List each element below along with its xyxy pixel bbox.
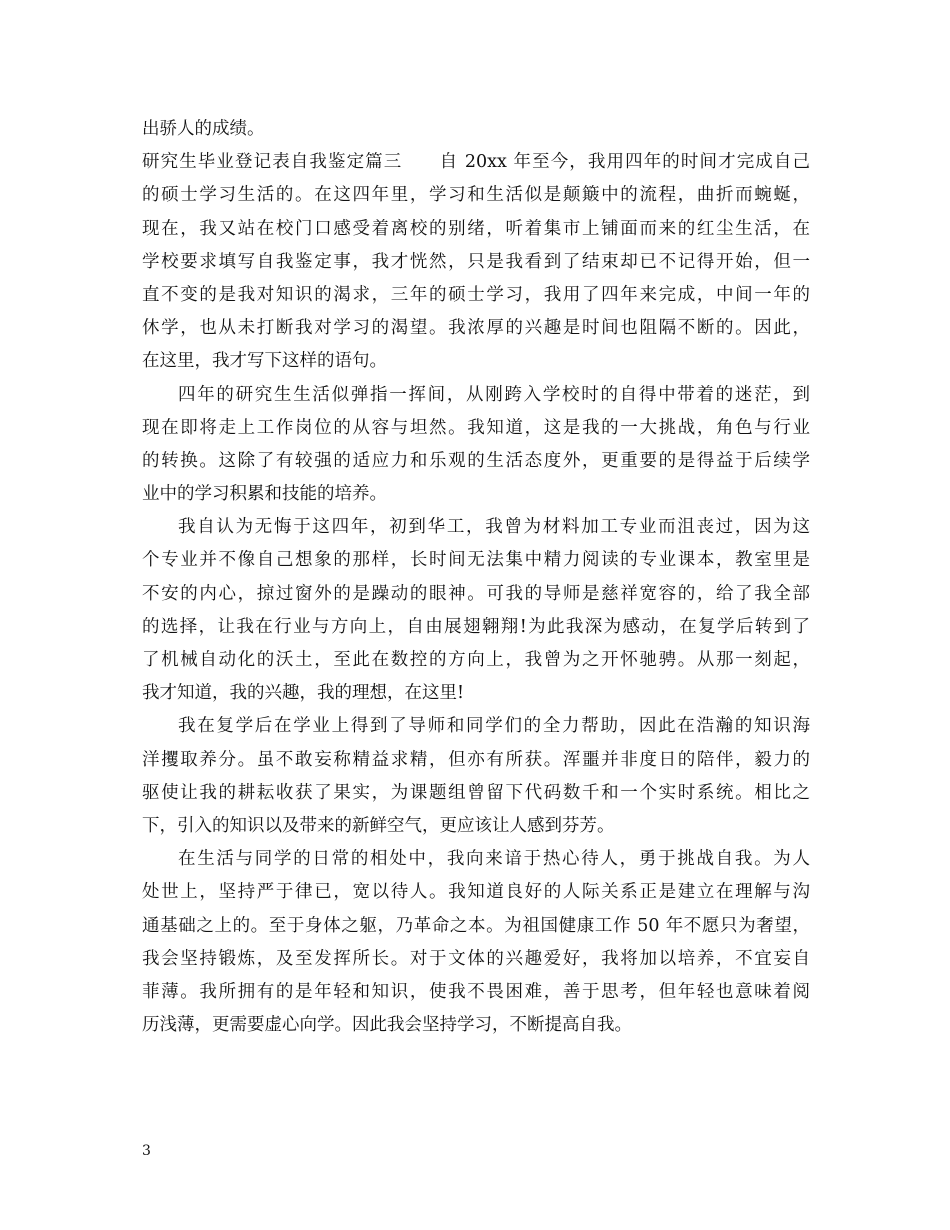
body-text [142, 113, 810, 1042]
text-line: 直不变的是我对知识的渴求，三年的硕士学习，我用了四年来完成，中间一年的 [142, 284, 810, 305]
text-line: 下，引入的知识以及带来的新鲜空气，更应该让人感到芬芳。 [142, 815, 615, 836]
text-line: 出骄人的成绩。 [142, 119, 265, 139]
text-line: 在生活与同学的日常的相处中，我向来谙于热心待人，勇于挑战自我。为人 [178, 849, 810, 870]
text-line: 菲薄。我所拥有的是年轻和知识，使我不畏困难，善于思考，但年轻也意味着阅 [142, 981, 810, 1002]
text-line: 的选择，让我在行业与方向上，自由展翅翱翔!为此我深为感动，在复学后转到了 [142, 616, 810, 637]
page-number: 3 [142, 1143, 151, 1159]
text-line: 个专业并不像自己想象的那样，长时间无法集中精力阅读的专业课本，教室里是 [142, 550, 810, 571]
text-line: 通基础之上的。至于身体之躯，乃革命之本。为祖国健康工作 50 年不愿只为奢望， [142, 915, 810, 936]
text-line: 洋攫取养分。虽不敢妄称精益求精，但亦有所获。浑噩并非度日的陪伴，毅力的 [142, 749, 810, 770]
text-line: 了机械自动化的沃土，至此在数控的方向上，我曾为之开怀驰骋。从那一刻起， [142, 650, 810, 670]
text-line: 现在，我又站在校门口感受着离校的别绪，听着集市上铺面而来的红尘生活，在 [142, 218, 810, 239]
text-line: 的硕士学习生活的。在这四年里，学习和生活似是颠簸中的流程，曲折而蜿蜒， [142, 185, 810, 206]
text-line: 我在复学后在学业上得到了导师和同学们的全力帮助，因此在浩瀚的知识海 [178, 716, 810, 737]
text-line: 驱使让我的耕耘收获了果实，为课题组曾留下代码数千和一个实时系统。相比之 [142, 782, 810, 803]
text-line: 现在即将走上工作岗位的从容与坦然。我知道，这是我的一大挑战，角色与行业 [142, 417, 810, 438]
text-line: 我才知道，我的兴趣，我的理想，在这里! [142, 683, 465, 704]
text-line: 我会坚持锻炼，及至发挥所长。对于文体的兴趣爱好，我将加以培养，不宜妄自 [142, 948, 810, 969]
text-line: 四年的研究生生活似弹指一挥间，从刚跨入学校时的自得中带着的迷茫，到 [178, 384, 810, 405]
text-line: 我自认为无悔于这四年，初到华工，我曾为材料加工专业而沮丧过，因为这 [178, 517, 810, 538]
text-line: 休学，也从未打断我对学习的渴望。我浓厚的兴趣是时间也阻隔不断的。因此， [142, 318, 810, 339]
text-line: 历浅薄，更需要虚心向学。因此我会坚持学习，不断提高自我。 [142, 1015, 632, 1036]
text-line: 的转换。这除了有较强的适应力和乐观的生活态度外，更重要的是得益于后续学 [142, 450, 810, 471]
text-line: 不安的内心，掠过窗外的是躁动的眼神。可我的导师是慈祥宽容的，给了我全部 [142, 583, 810, 604]
text-line: 业中的学习积累和技能的培养。 [142, 484, 387, 505]
text-line: 处世上，坚持严于律已，宽以待人。我知道良好的人际关系正是建立在理解与沟 [142, 882, 810, 903]
text-line: 研究生毕业登记表自我鉴定篇三 自 20xx 年至今，我用四年的时间才完成自己 [142, 152, 810, 173]
text-line: 学校要求填写自我鉴定事，我才恍然，只是我看到了结束却已不记得开始，但一 [142, 251, 810, 272]
text-line: 在这里，我才写下这样的语句。 [142, 351, 387, 372]
